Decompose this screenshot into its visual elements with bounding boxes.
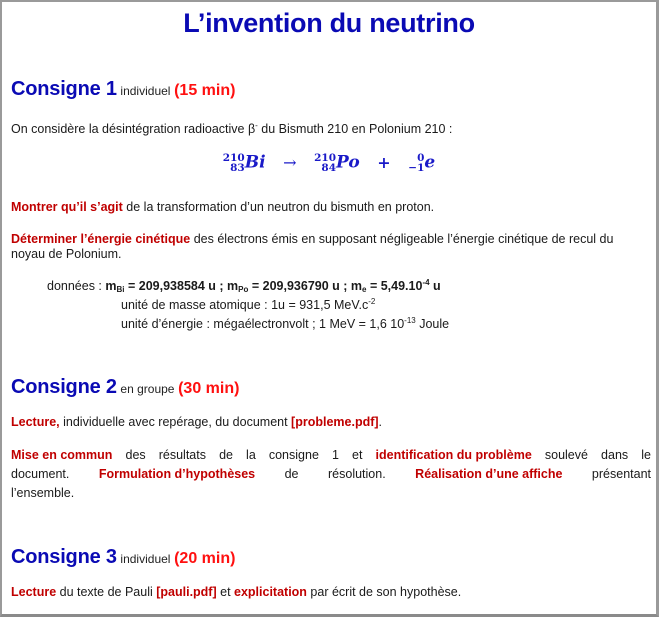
consigne-1-heading [11,78,235,101]
decay-equation [2,152,656,173]
bi-mass-number: 210 [222,151,245,164]
consigne-1-mode: individuel [120,84,171,98]
po-mass-number: 210 [314,151,337,164]
task-word: et [352,448,363,462]
pauli-pdf-link[interactable]: [pauli.pdf] [156,585,217,599]
task-keyword: Réalisation d’une affiche [415,467,563,481]
task-keyword: Mise en commun [11,448,113,462]
page-title: L’invention du neutrino [183,8,475,38]
particle-electron [408,152,435,173]
consigne-3-heading [11,546,235,569]
data-line-uma [121,297,375,312]
data-line-energy [121,316,449,331]
intro-tail: du Bismuth 210 en Polonium 210 : [257,122,453,136]
energy-exponent: -13 [404,316,416,325]
task-word: dans [601,448,629,462]
consigne-2-task-line-2 [11,467,651,481]
task-word: présentant [591,467,651,481]
intro-text: On considère la désintégration radioactive β [11,122,256,136]
consigne-3-mode: individuel [120,552,171,566]
task-word: résultats [158,448,206,462]
bi-symbol: Bi [244,152,266,173]
consigne-2-time: (30 min) [178,380,240,397]
consigne-3-title: Consigne 3 [11,546,117,568]
consigne-1-intro [11,121,452,136]
task-2-text-line-1: des électrons émis en supposant négligeable l’énergie cinétique de recul du [190,232,614,246]
consigne-1-time: (15 min) [174,82,236,99]
e-mass-number: 0 [417,151,425,164]
task-word: soulevé [544,448,588,462]
task-word: de [219,448,233,462]
reading-keyword: Lecture, [11,415,60,429]
consigne-2-task-line-1 [11,448,651,462]
consigne-2-task-line-3: l’ensemble. [11,486,75,500]
nuclide-polonium [314,152,360,173]
explicitation-keyword: explicitation [234,585,307,599]
task-word: document. [11,467,70,481]
task-keyword: Formulation d’hypothèses [98,467,256,481]
e-charge-number: −1 [408,161,425,174]
consigne-2-title: Consigne 2 [11,376,117,398]
consigne-1-task-2 [11,232,613,246]
energy-text: unité d’énergie : mégaélectronvolt ; 1 MeV = 1,6 10 [121,317,405,331]
mass-electron: $m_e = 5,49.10^{-4}$ u [350,278,441,294]
task-word: consigne [268,448,319,462]
task-word: 1 [331,448,339,462]
probleme-pdf-link[interactable]: [probleme.pdf] [291,415,379,429]
consigne-3-task: Lecture du texte de Pauli [pauli.pdf] et explicitation par écrit de son hypothèse. [11,585,462,599]
plus-sign: + [377,153,391,172]
consigne-1-task-1 [11,200,434,214]
consigne-2-reading: Lecture, individuelle avec repérage, du document [probleme.pdf]. [11,415,383,429]
task-word: de [284,467,299,481]
energy-unit: Joule [415,317,450,331]
data-line-masses [47,278,441,294]
consigne-2-heading [11,376,239,399]
uma-exponent: -2 [368,297,376,306]
mass-bismuth: $m_{Bi} = 209,938584$ u ; [105,279,228,294]
reading-text: individuelle avec repérage, du document [59,415,292,429]
task-keyword: identification du problème [375,448,532,462]
po-symbol: Po [336,152,360,173]
task-1-text: de la transformation d’un neutron du bismuth en proton. [122,200,435,214]
nuclide-bismuth [223,152,266,173]
po-atomic-number: 84 [321,161,337,174]
task-1-keyword: Montrer qu’il s’agit [11,200,123,214]
consigne-1-title: Consigne 1 [11,78,117,100]
consigne-3-time: (20 min) [174,550,236,567]
task-word: résolution. [328,467,386,481]
task-word: la [246,448,256,462]
e-symbol: e [424,152,436,173]
task-word: le [641,448,651,462]
reaction-arrow: → [283,153,297,172]
task-word: des [125,448,146,462]
reading-keyword: Lecture [11,585,57,599]
bi-atomic-number: 83 [230,161,245,174]
consigne-2-mode: en groupe [120,382,175,396]
consigne-1-task-2-cont: noyau de Polonium. [11,247,122,261]
task-2-keyword: Déterminer l’énergie cinétique [11,232,191,246]
mass-polonium: $m_{Po} = 209,936790$ u ; [227,279,351,294]
beta-minus-sup: - [255,121,258,130]
data-label: données : [47,279,106,293]
uma-text: unité de masse atomique : 1u = 931,5 MeV.c [121,298,369,312]
